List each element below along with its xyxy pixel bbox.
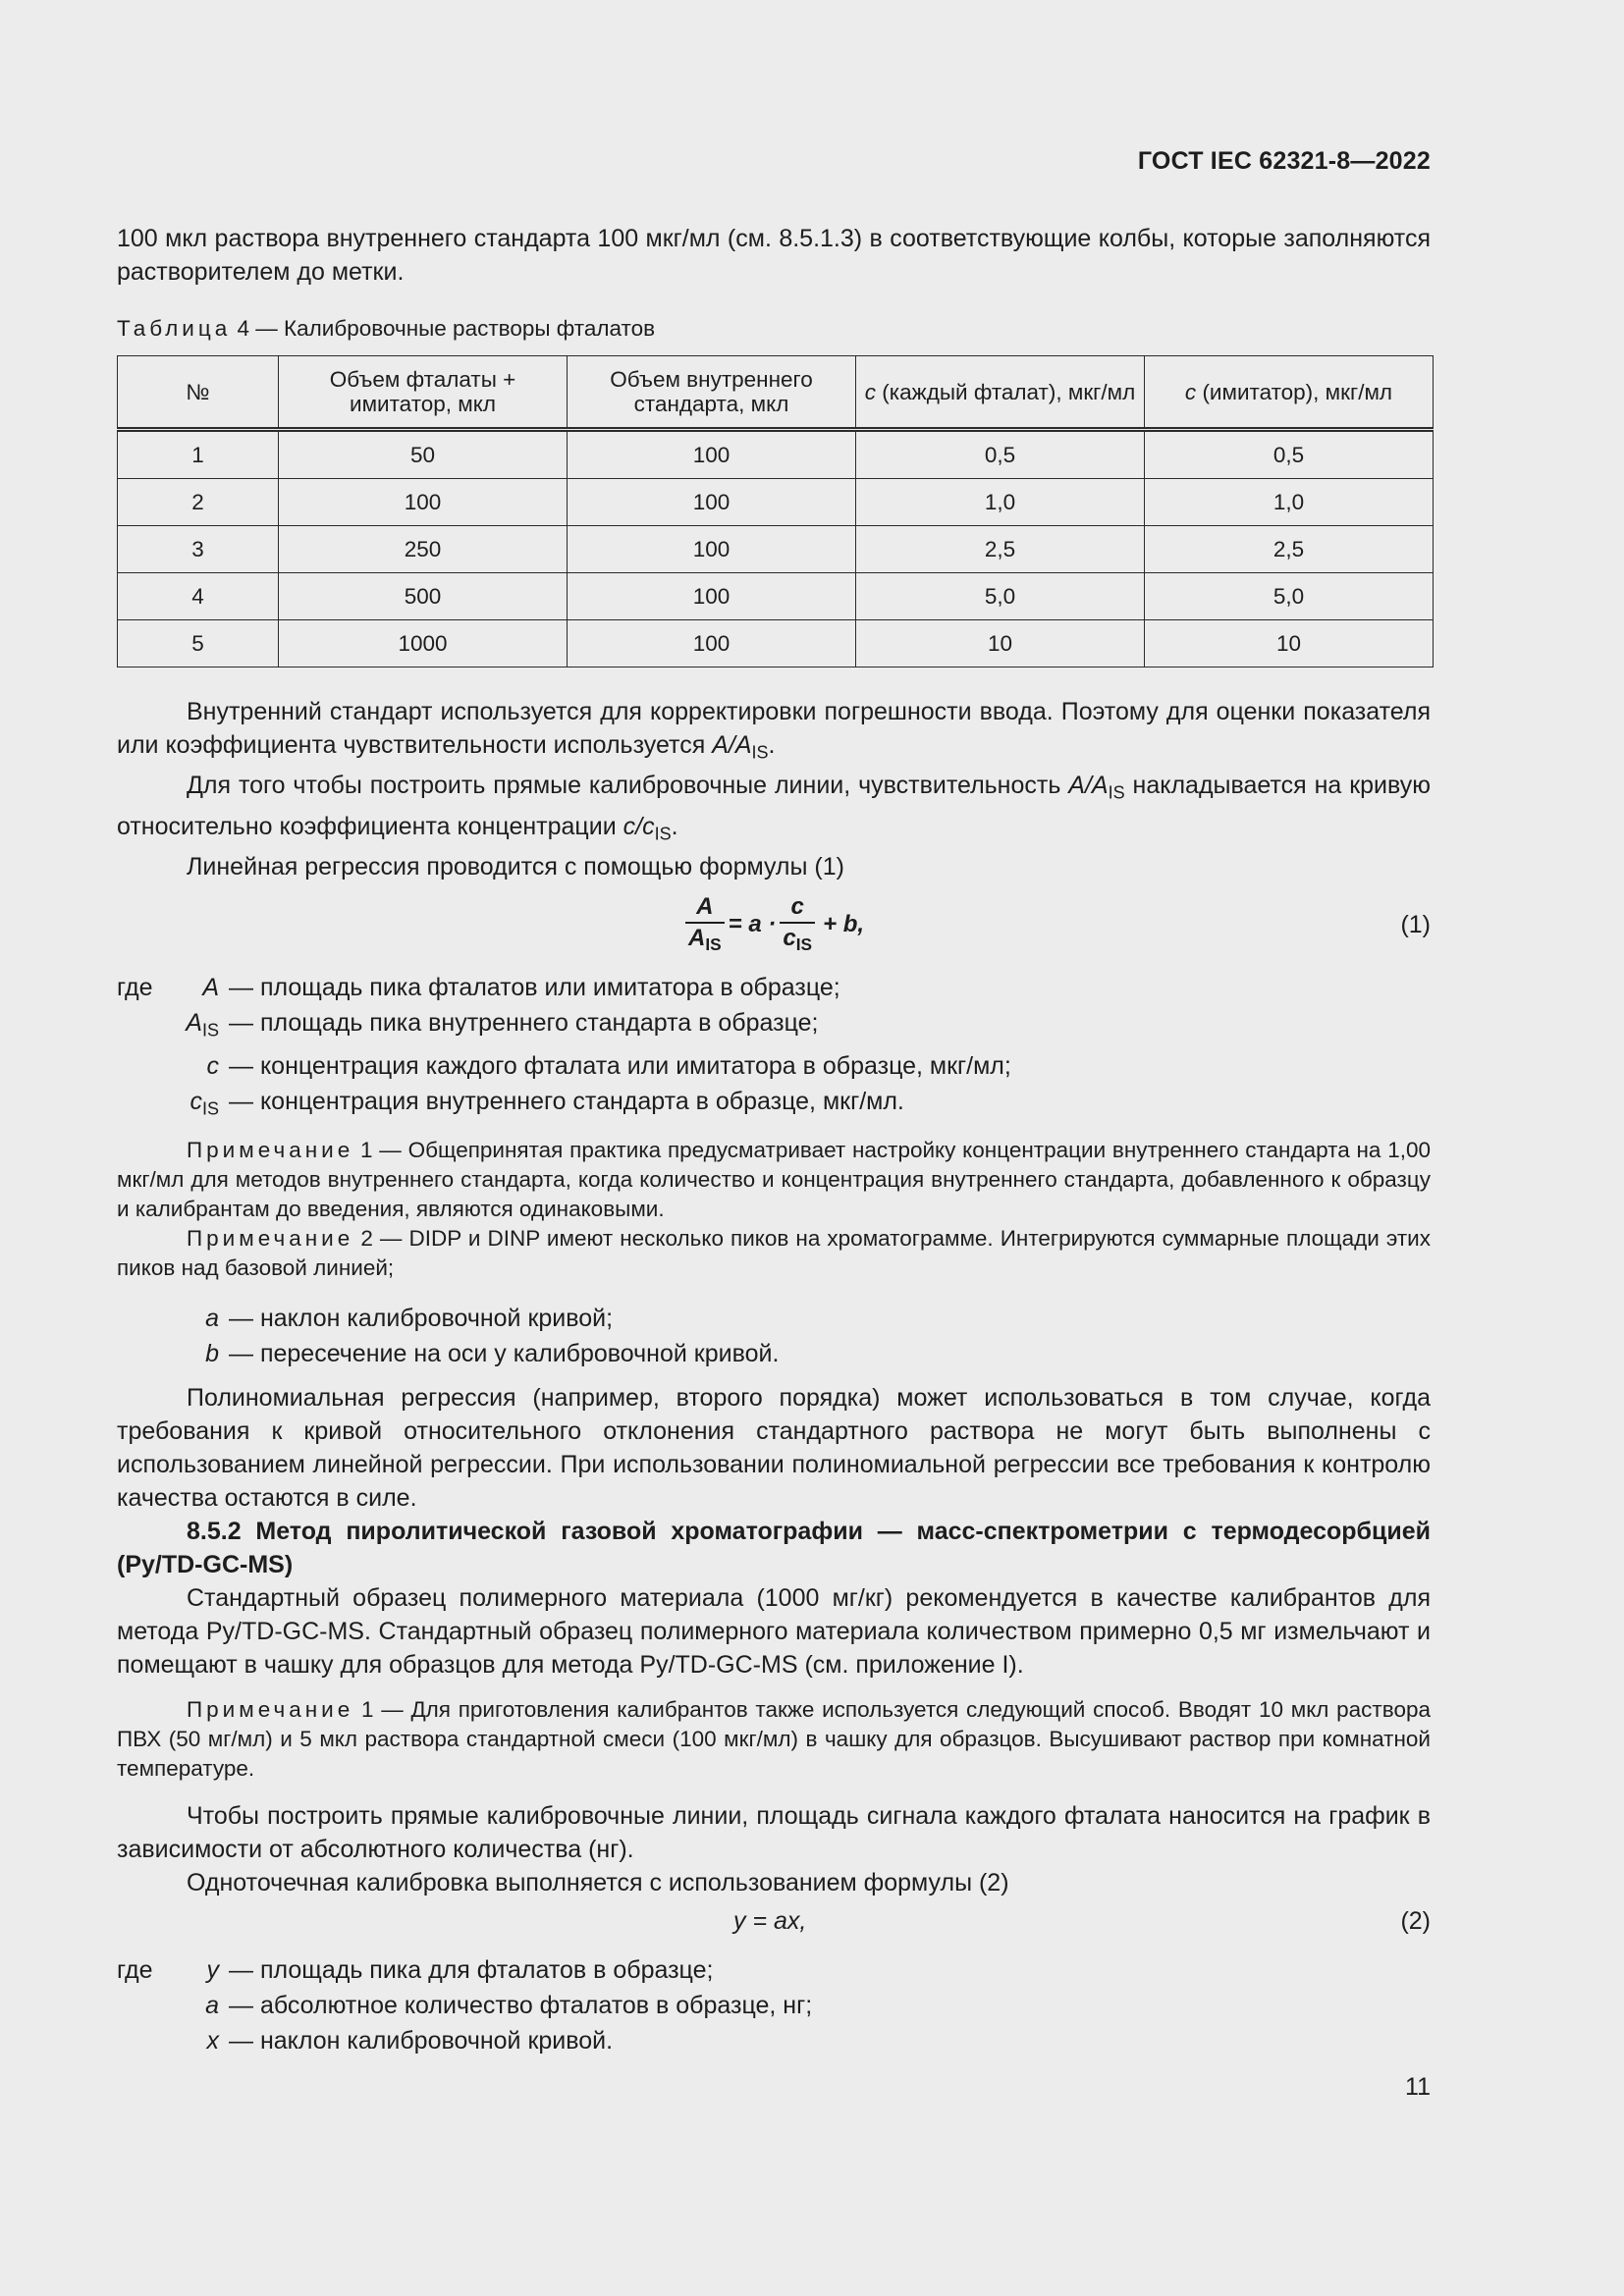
table-cell: 100 — [568, 573, 856, 620]
symbol: c — [189, 1087, 202, 1115]
formula-1-expression — [681, 893, 864, 955]
single-point-paragraph: Одноточечная калибровка выполняется с использованием формулы (2) — [187, 1868, 1009, 1896]
definition-text: — концентрация каждого фталата или имитатора в образце, мкг/мл; — [229, 1051, 1011, 1080]
table-cell: 250 — [279, 526, 568, 573]
col-header-c-each-phthalate — [856, 356, 1145, 430]
formula-2-expression: y = ax, — [733, 1906, 807, 1935]
formula-2-number: (2) — [1400, 1906, 1431, 1935]
subscript-is: IS — [1108, 782, 1125, 803]
definition-item — [117, 1988, 1431, 2023]
subscript-is: IS — [201, 1097, 219, 1118]
ratio-symbol: A/A — [712, 731, 752, 759]
table-row — [118, 479, 1434, 526]
page-content — [117, 222, 1431, 2058]
col-header-label: (каждый фталат), мкг/мл — [882, 379, 1136, 404]
table-cell: 1 — [118, 430, 279, 479]
col-header-internal-standard-volume: Объем внутреннего стандарта, мкл — [568, 356, 856, 430]
definition-symbol — [117, 1005, 229, 1047]
c-symbol: c — [1184, 379, 1197, 404]
linear-regression-paragraph: Линейная регрессия проводится с помощью формулы (1) — [187, 853, 844, 881]
symbol: c — [206, 1051, 219, 1080]
table-cell: 500 — [279, 573, 568, 620]
formula-1-number: (1) — [1400, 911, 1431, 939]
paragraph-text: Внутренний стандарт используется для корректировки погрешности ввода. Поэтому для оценки показателя или коэффициента чувствительности используется — [117, 698, 1431, 759]
standard-sample-paragraph: Стандартный образец полимерного материала (1000 мг/кг) рекомендуется в качестве калибрантов для метода Py/TD-GC-MS. Стандартный образец полимерного материала количеством примерно 0,5 мг измельчают и помещают в чашку для образцов для метода Py/TD-GC-MS (см. приложение I). — [117, 1583, 1431, 1679]
where-word: где — [117, 974, 153, 1002]
symbol: A — [202, 974, 219, 1002]
col-header-c-simulator — [1145, 356, 1434, 430]
subscript-is: IS — [654, 824, 672, 844]
symbol: a — [205, 1991, 219, 2019]
symbol: a — [205, 1304, 219, 1332]
definition-symbol — [117, 1084, 229, 1126]
table-caption — [117, 314, 1431, 344]
col-header-phthalate-volume: Объем фталаты + имитатор, мкл — [279, 356, 568, 430]
table-cell: 3 — [118, 526, 279, 573]
where-word: где — [117, 1955, 153, 1984]
definition-symbol — [117, 970, 229, 1005]
calibration-table — [117, 355, 1434, 667]
subscript-is: IS — [795, 934, 813, 955]
graph-paragraph: Чтобы построить прямые калибровочные линии, площадь сигнала каждого фталата наносится на график в зависимости от абсолютного количества (нг). — [117, 1801, 1431, 1863]
definition-item — [117, 2023, 1431, 2058]
table-cell: 100 — [279, 479, 568, 526]
intro-paragraph: 100 мкл раствора внутреннего стандарта 100 мкг/мл (см. 8.5.1.3) в соответствующие колбы, которые заполняются растворителем до метки. — [117, 225, 1431, 286]
table-cell: 100 — [568, 526, 856, 573]
document-header: ГОСТ IEC 62321-8—2022 — [1137, 147, 1431, 175]
formula-2 — [117, 1901, 1431, 1949]
note-2 — [117, 1224, 1431, 1283]
table-cell: 1,0 — [856, 479, 1145, 526]
table-cell: 10 — [856, 620, 1145, 667]
formula-1 — [117, 889, 1431, 966]
definition-text: — площадь пика фталатов или имитатора в образце; — [229, 974, 840, 1002]
definition-symbol — [117, 2023, 229, 2058]
table-row — [118, 620, 1434, 667]
section-heading-8-5-2: 8.5.2 Метод пиролитической газовой хроматографии — масс-спектрометрии с термодесорбцией (Py/TD-GC-MS) — [117, 1517, 1431, 1578]
period: . — [671, 812, 678, 840]
symbol: x — [206, 2026, 219, 2055]
definitions-a-b — [117, 1301, 1431, 1371]
table-cell: 2,5 — [1145, 526, 1434, 573]
col-header-number: № — [118, 356, 279, 430]
definition-text: — наклон калибровочной кривой; — [229, 1304, 614, 1332]
table-cell: 10 — [1145, 620, 1434, 667]
table-caption-word: Таблица — [117, 316, 232, 341]
definition-text: — абсолютное количество фталатов в образце, нг; — [229, 1991, 813, 2019]
table-cell: 1000 — [279, 620, 568, 667]
period: . — [768, 731, 776, 759]
polynomial-regression-paragraph: Полиномиальная регрессия (например, второго порядка) может использоваться в том случае, когда требования к кривой относительного отклонения стандартного раствора не могут быть выполнены с использованием линейной регрессии. При использовании полиномиальной регрессии все требования к контролю качества остаются в силе. — [117, 1383, 1431, 1512]
formula-end: + b, — [823, 910, 865, 937]
denominator-symbol: c — [783, 925, 796, 952]
note-text: 2 — DIDP и DINP имеют несколько пиков на хроматограмме. Интегрируются суммарные площади этих пиков над базовой линией; — [117, 1225, 1431, 1280]
formula-mid: = a · — [728, 910, 777, 937]
denominator — [685, 922, 725, 955]
symbol: b — [205, 1339, 219, 1367]
definition-symbol — [117, 1988, 229, 2023]
table-row — [118, 573, 1434, 620]
internal-standard-paragraph — [117, 695, 1431, 769]
table-cell: 100 — [568, 620, 856, 667]
note-1 — [117, 1136, 1431, 1224]
definition-item — [117, 970, 1431, 1005]
definition-item — [117, 1048, 1431, 1084]
table-cell: 1,0 — [1145, 479, 1434, 526]
table-cell: 100 — [568, 430, 856, 479]
table-row — [118, 430, 1434, 479]
definition-text: — концентрация внутреннего стандарта в образце, мкг/мл. — [229, 1087, 904, 1115]
definition-item — [117, 1301, 1431, 1336]
definitions-formula-2 — [117, 1952, 1431, 2058]
ratio-symbol: A/A — [1068, 772, 1109, 800]
definition-symbol — [117, 1952, 229, 1988]
definition-symbol — [117, 1336, 229, 1371]
ratio-symbol: c/c — [623, 812, 655, 840]
calibration-lines-paragraph — [117, 769, 1431, 850]
table-cell: 4 — [118, 573, 279, 620]
definition-symbol — [117, 1048, 229, 1084]
subscript-is: IS — [705, 934, 722, 955]
table-cell: 5,0 — [1145, 573, 1434, 620]
numerator: A — [696, 893, 714, 921]
table-cell: 2,5 — [856, 526, 1145, 573]
denominator-symbol: A — [688, 925, 706, 952]
note-3 — [117, 1695, 1431, 1784]
table-cell: 100 — [568, 479, 856, 526]
table-cell: 0,5 — [856, 430, 1145, 479]
subscript-is: IS — [201, 1020, 219, 1041]
note-text: 1 — Для приготовления калибрантов также используется следующий способ. Вводят 10 мкл раствора ПВХ (50 мг/мл) и 5 мкл раствора стандартной смеси (100 мкг/мл) в чашку для образцов. Высушивают раствор при комнатной температуре. — [117, 1696, 1431, 1781]
definition-item — [117, 1336, 1431, 1371]
definition-text: — площадь пика для фталатов в образце; — [229, 1955, 714, 1984]
note-label: Примечание — [187, 1137, 354, 1162]
fraction-c — [780, 893, 815, 955]
definition-item — [117, 1084, 1431, 1126]
symbol: y — [206, 1955, 219, 1984]
table-cell: 0,5 — [1145, 430, 1434, 479]
table-cell: 50 — [279, 430, 568, 479]
table-cell: 5 — [118, 620, 279, 667]
table-caption-text: 4 — Калибровочные растворы фталатов — [237, 316, 656, 341]
definition-item — [117, 1952, 1431, 1988]
table-cell: 5,0 — [856, 573, 1145, 620]
paragraph-text: накладывается на кривую относительно коэффициента концентрации — [117, 772, 1432, 840]
page-number: 11 — [1405, 2073, 1431, 2101]
c-symbol: c — [864, 379, 877, 404]
definition-item — [117, 1005, 1431, 1047]
definitions-formula-1 — [117, 970, 1431, 1126]
numerator: c — [790, 893, 804, 921]
subscript-is: IS — [751, 742, 769, 763]
denominator — [780, 922, 815, 955]
note-label: Примечание — [187, 1225, 354, 1251]
table-header-row — [118, 356, 1434, 430]
definition-text: — площадь пика внутреннего стандарта в образце; — [229, 1009, 819, 1038]
col-header-label: (имитатор), мкг/мл — [1202, 379, 1393, 404]
note-label: Примечание — [187, 1696, 354, 1722]
fraction-a — [685, 893, 725, 955]
table-cell: 2 — [118, 479, 279, 526]
table-row — [118, 526, 1434, 573]
note-text: 1 — Общепринятая практика предусматривает настройку концентрации внутреннего стандарта на 1,00 мкг/мл для методов внутреннего стандарта, когда количество и концентрация внутреннего стандарта, добавленного к образцу и калибрантам до введения, являются одинаковыми. — [117, 1137, 1431, 1221]
paragraph-text: Для того чтобы построить прямые калибровочные линии, чувствительность — [187, 772, 1061, 800]
definition-symbol — [117, 1301, 229, 1336]
definition-text: — пересечение на оси у калибровочной кривой. — [229, 1339, 780, 1367]
symbol: A — [186, 1009, 202, 1038]
definition-text: — наклон калибровочной кривой. — [229, 2026, 614, 2055]
